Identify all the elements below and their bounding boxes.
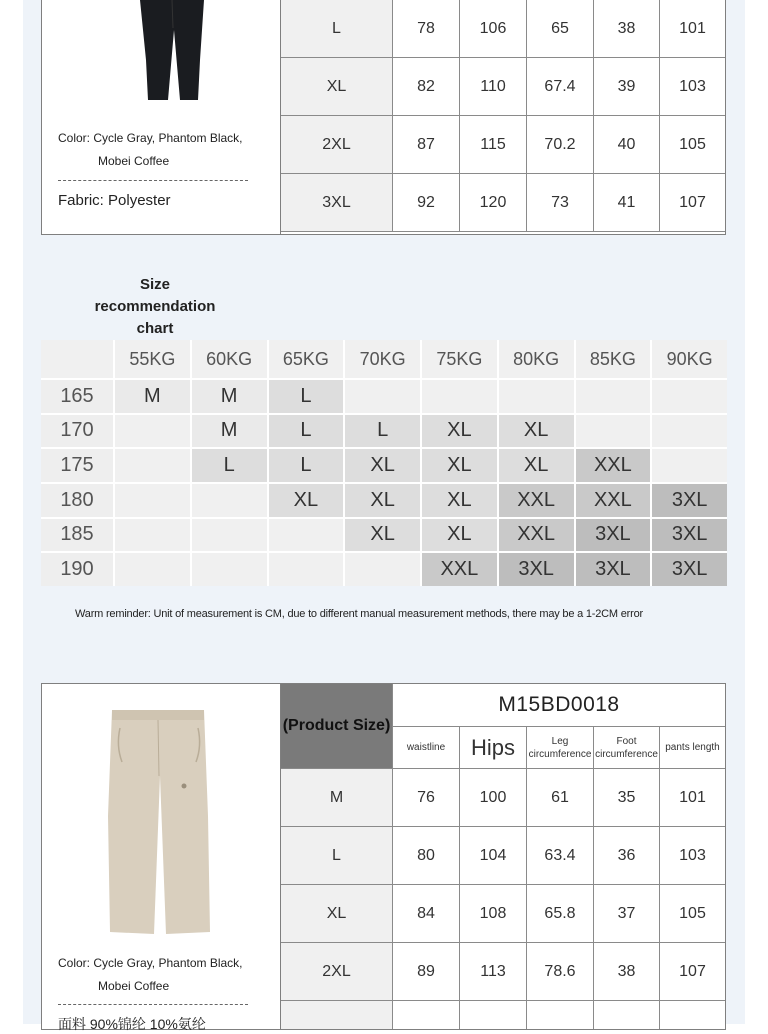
size-label-cell: M: [281, 769, 393, 827]
fabric-label-top: Fabric: Polyester: [58, 192, 171, 209]
recommended-size-cell: 3XL: [652, 553, 727, 586]
recommended-size-cell: L: [192, 449, 267, 482]
size-label-cell: L: [281, 0, 393, 58]
measurement-cell: 65.8: [527, 885, 594, 943]
measurement-cell: 120: [460, 174, 527, 232]
measurement-cell: 76: [393, 769, 460, 827]
measurement-cell: 113: [460, 943, 527, 1001]
recommended-size-cell: [345, 380, 420, 413]
empty-cell: [594, 1001, 660, 1029]
height-label: 170: [41, 415, 113, 448]
recommended-size-cell: M: [192, 380, 267, 413]
weight-header: 60KG: [192, 340, 267, 378]
recommended-size-cell: [192, 519, 267, 552]
size-label-cell: XL: [281, 58, 393, 116]
size-table-bottom: [41, 683, 726, 1030]
recommended-size-cell: [115, 415, 190, 448]
measurement-cell: 82: [393, 58, 460, 116]
recommended-size-cell: [115, 553, 190, 586]
measurement-cell: 78.6: [527, 943, 594, 1001]
measurement-cell: 35: [594, 769, 660, 827]
measurement-cell: 38: [594, 0, 660, 58]
measurement-cell: 36: [594, 827, 660, 885]
measurement-cell: 105: [660, 116, 725, 174]
measurement-cell: 115: [460, 116, 527, 174]
recommendation-title: Size recommendation chart: [94, 276, 216, 337]
measurement-cell: 61: [527, 769, 594, 827]
measurement-cell: 73: [527, 174, 594, 232]
measurement-cell: 38: [594, 943, 660, 1001]
measurement-cell: 67.4: [527, 58, 594, 116]
black-pants-image: [102, 0, 242, 102]
recommended-size-cell: [499, 380, 574, 413]
khaki-pants-image: [104, 706, 214, 940]
recommended-size-cell: [652, 415, 727, 448]
recommended-size-cell: XL: [422, 484, 497, 517]
recommended-size-cell: XXL: [576, 449, 651, 482]
empty-cell: [460, 1001, 527, 1029]
size-recommendation-chart: [41, 340, 727, 586]
recommended-size-cell: [192, 484, 267, 517]
measurement-grid-top: [281, 0, 725, 234]
measurement-cell: 63.4: [527, 827, 594, 885]
weight-header: 70KG: [345, 340, 420, 378]
recommended-size-cell: XXL: [422, 553, 497, 586]
measurement-cell: 41: [594, 174, 660, 232]
size-label-cell: 2XL: [281, 943, 393, 1001]
recommended-size-cell: L: [269, 449, 344, 482]
height-label: 185: [41, 519, 113, 552]
recommended-size-cell: [576, 380, 651, 413]
product-info-panel-top: [42, 0, 281, 234]
measurement-cell: 103: [660, 58, 725, 116]
measurement-cell: 70.2: [527, 116, 594, 174]
recommended-size-cell: 3XL: [499, 553, 574, 586]
weight-header: 80KG: [499, 340, 574, 378]
recommended-size-cell: L: [269, 380, 344, 413]
header-foot-circumference: Foot circumference: [594, 727, 660, 769]
measurement-cell: 40: [594, 116, 660, 174]
height-label: 165: [41, 380, 113, 413]
size-label-cell: L: [281, 827, 393, 885]
divider-top: [58, 180, 248, 181]
height-label: 180: [41, 484, 113, 517]
recommended-size-cell: [115, 484, 190, 517]
recommended-size-cell: [652, 449, 727, 482]
measurement-cell: 101: [660, 0, 725, 58]
weight-header: 55KG: [115, 340, 190, 378]
empty-cell: [527, 1001, 594, 1029]
recommended-size-cell: 3XL: [576, 553, 651, 586]
measurement-cell: 78: [393, 0, 460, 58]
fabric-label-bottom: 面料 90%锦纶 10%氨纶: [58, 1016, 206, 1032]
recommended-size-cell: 3XL: [652, 519, 727, 552]
recommended-size-cell: [269, 519, 344, 552]
model-number: M15BD0018: [393, 684, 725, 727]
header-pants-length: pants length: [660, 727, 725, 769]
recommended-size-cell: [269, 553, 344, 586]
size-label-cell: 3XL: [281, 174, 393, 232]
recommended-size-cell: XL: [422, 519, 497, 552]
recommended-size-cell: XL: [345, 519, 420, 552]
recommended-size-cell: L: [269, 415, 344, 448]
recommended-size-cell: [192, 553, 267, 586]
height-label: 175: [41, 449, 113, 482]
recommended-size-cell: XXL: [499, 519, 574, 552]
height-label: 190: [41, 553, 113, 586]
measurement-reminder: Warm reminder: Unit of measurement is CM, due to different manual measurement methods, there may be a 1-2CM error: [75, 608, 643, 620]
recommended-size-cell: [345, 553, 420, 586]
weight-header: 75KG: [422, 340, 497, 378]
measurement-cell: 108: [460, 885, 527, 943]
weight-header: 85KG: [576, 340, 651, 378]
recommended-size-cell: XL: [499, 415, 574, 448]
empty-cell: [660, 1001, 725, 1029]
measurement-cell: 101: [660, 769, 725, 827]
measurement-cell: 104: [460, 827, 527, 885]
measurement-cell: 92: [393, 174, 460, 232]
measurement-cell: 106: [460, 0, 527, 58]
measurement-cell: 80: [393, 827, 460, 885]
recommended-size-cell: XXL: [499, 484, 574, 517]
recommended-size-cell: M: [192, 415, 267, 448]
recommended-size-cell: [576, 415, 651, 448]
measurement-cell: 107: [660, 943, 725, 1001]
measurement-cell: 37: [594, 885, 660, 943]
measurement-grid-bottom: [281, 684, 725, 1029]
measurement-cell: 84: [393, 885, 460, 943]
header-leg-circumference: Leg circumference: [527, 727, 594, 769]
measurement-cell: 89: [393, 943, 460, 1001]
recommended-size-cell: XL: [499, 449, 574, 482]
recommended-size-cell: XL: [269, 484, 344, 517]
size-label-cell: 2XL: [281, 116, 393, 174]
size-label-cell: XL: [281, 885, 393, 943]
recommended-size-cell: [422, 380, 497, 413]
measurement-cell: 105: [660, 885, 725, 943]
recommended-size-cell: XL: [422, 449, 497, 482]
weight-header: 65KG: [269, 340, 344, 378]
recommended-size-cell: XL: [345, 484, 420, 517]
size-table-top: [41, 0, 726, 235]
measurement-cell: 110: [460, 58, 527, 116]
recommended-size-cell: L: [345, 415, 420, 448]
recommended-size-cell: [115, 449, 190, 482]
divider-bottom: [58, 1004, 248, 1005]
recommended-size-cell: 3XL: [652, 484, 727, 517]
header-hips: Hips: [460, 727, 527, 769]
measurement-cell: 39: [594, 58, 660, 116]
product-size-header: (Product Size): [281, 684, 393, 769]
recommended-size-cell: XXL: [576, 484, 651, 517]
recommended-size-cell: XL: [422, 415, 497, 448]
empty-cell: [393, 1001, 460, 1029]
color-description-top: Color: Cycle Gray, Phantom Black, Mobei Coffee: [58, 131, 243, 168]
recommended-size-cell: 3XL: [576, 519, 651, 552]
header-waistline: waistline: [393, 727, 460, 769]
recommended-size-cell: [652, 380, 727, 413]
measurement-cell: 100: [460, 769, 527, 827]
empty-cell: [281, 1001, 393, 1029]
recommended-size-cell: M: [115, 380, 190, 413]
chart-corner-cell: [41, 340, 113, 378]
color-description-bottom: Color: Cycle Gray, Phantom Black, Mobei Coffee: [58, 956, 243, 993]
measurement-cell: 107: [660, 174, 725, 232]
product-info-panel-bottom: [42, 684, 281, 1032]
weight-header: 90KG: [652, 340, 727, 378]
measurement-cell: 87: [393, 116, 460, 174]
measurement-cell: 103: [660, 827, 725, 885]
recommended-size-cell: XL: [345, 449, 420, 482]
measurement-cell: 65: [527, 0, 594, 58]
recommended-size-cell: [115, 519, 190, 552]
